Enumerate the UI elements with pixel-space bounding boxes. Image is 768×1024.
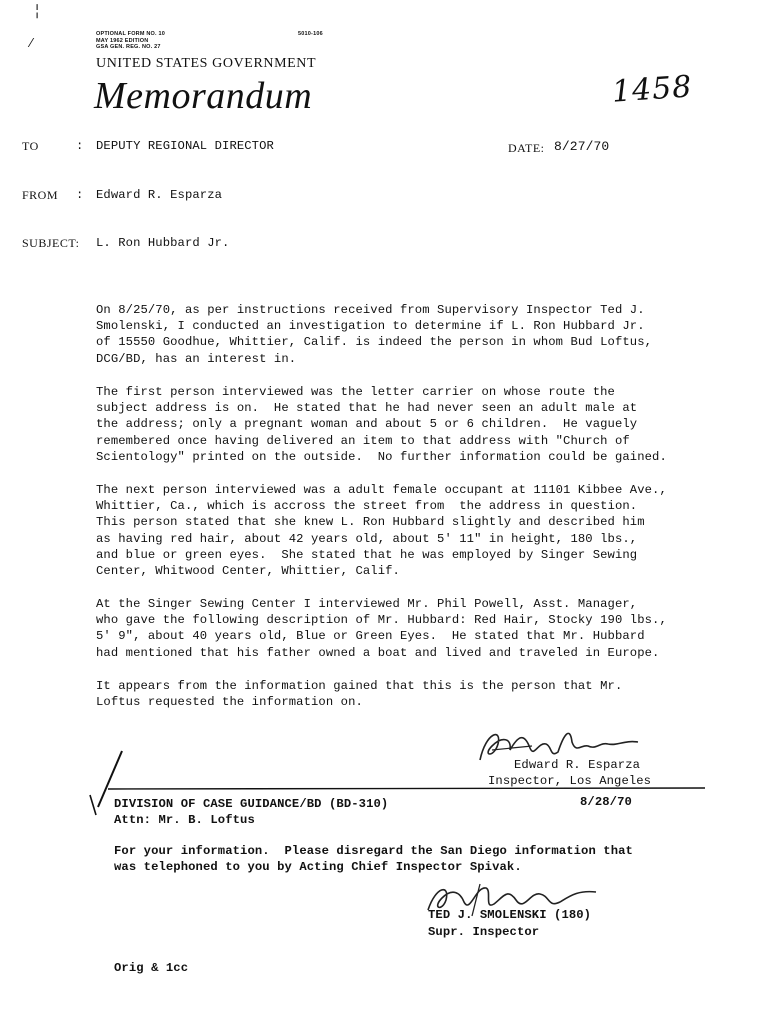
- subject-label: SUBJECT:: [22, 236, 80, 250]
- form-number: OPTIONAL FORM NO. 10 MAY 1962 EDITION GSA GEN. REG. NO. 27: [96, 31, 165, 50]
- to-value: DEPUTY REGIONAL DIRECTOR: [96, 139, 274, 153]
- body-paragraph-1: On 8/25/70, as per instructions received from Supervisory Inspector Ted J. Smolenski, I conducted an investigation to determine if L. Ron Hubbard Jr. of 15550 Goodhue, Whittier, Calif. is indeed the person in whom Bud Loftus, DCG/BD, has an interest in.: [96, 303, 653, 366]
- signer2-title: Supr. Inspector: [428, 925, 540, 939]
- scan-mark: ╎: [33, 4, 42, 20]
- body-paragraph-3: The next person interviewed was a adult female occupant at 11101 Kibbee Ave., Whittier, Ca., which is accross the street from the address in question. This person stated that she knew L. Ron Hubbard slightly and described him as having red hair, about 42 years old, about 5' 11" in height, 180 lbs., and blue or green eyes. She stated that he was employed by Singer Sewing Center, Whitwood Center, Whittier, Calif.: [96, 483, 667, 579]
- to-colon: :: [76, 139, 84, 153]
- file-number: 1458: [610, 69, 694, 110]
- signer1-name: Edward R. Esparza: [514, 758, 641, 772]
- scan-mark: ⁄: [30, 36, 33, 50]
- body-paragraph-2: The first person interviewed was the letter carrier on whose route the subject address is on. He stated that he had never seen an adult male at the address; only a pregnant woman and about 5 or 6 children. He vaguely remembered once having delivered an item to that address with "Church of Scientology" printed on the outside. No further information could be gained.: [96, 385, 667, 464]
- routing-date: 8/28/70: [580, 795, 632, 809]
- form-code: 5010-106: [298, 31, 323, 37]
- body-paragraph-4: At the Singer Sewing Center I interviewed Mr. Phil Powell, Asst. Manager, who gave the following description of Mr. Hubbard: Red Hair, Stocky 190 lbs., 5' 9", about 40 years old, Blue or Green Eyes. He stated that Mr. Hubbard had mentioned that his father owned a boat and lived and traveled in Europe.: [96, 597, 667, 660]
- agency-name: UNITED STATES GOVERNMENT: [96, 56, 317, 71]
- division-line: DIVISION OF CASE GUIDANCE/BD (BD-310): [114, 797, 389, 811]
- signer2-name: TED J. SMOLENSKI (180): [428, 908, 592, 922]
- date-label: DATE:: [508, 141, 545, 155]
- attn-line: Attn: Mr. B. Loftus: [114, 813, 255, 827]
- from-colon: :: [76, 188, 84, 202]
- copies-note: Orig & 1cc: [114, 961, 189, 975]
- memo-title: Memorandum: [94, 75, 313, 117]
- from-label: FROM: [22, 188, 59, 202]
- signer1-title: Inspector, Los Angeles: [488, 774, 652, 788]
- subject-value: L. Ron Hubbard Jr.: [96, 236, 230, 250]
- routing-note: For your information. Please disregard the San Diego information that was telephoned to you by Acting Chief Inspector Spivak.: [114, 844, 633, 875]
- body-paragraph-5: It appears from the information gained that this is the person that Mr. Loftus requested the information on.: [96, 679, 623, 710]
- date-value: 8/27/70: [554, 139, 610, 154]
- from-value: Edward R. Esparza: [96, 188, 223, 202]
- to-label: TO: [22, 139, 39, 153]
